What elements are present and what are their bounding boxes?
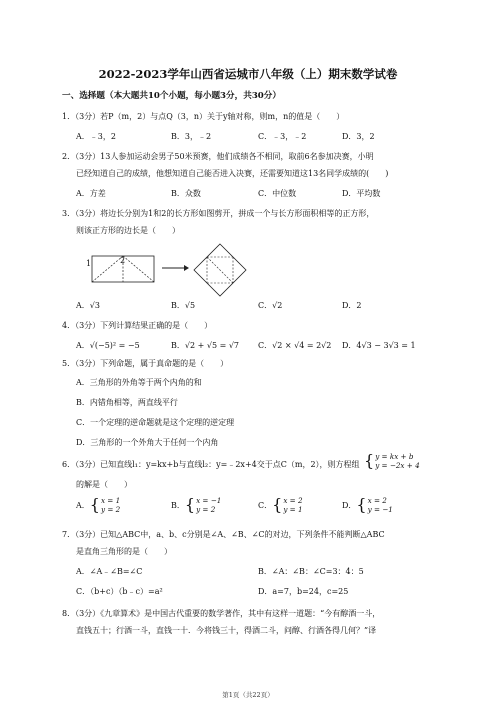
q4-option-c: C．√2 × √4 = 2√2: [258, 341, 332, 350]
q3-option-c: C．√2: [258, 301, 283, 310]
q6-option-d: [342, 496, 393, 514]
q5-option-a: A．三角形的外角等于两个内角的和: [76, 378, 202, 387]
question-3-stem-line1: 3．（3分）将边长分别为1和2的长方形如图剪开，拼成一个与长方形面积相等的正方形，: [62, 209, 375, 218]
q7-option-a: A．∠A﹣∠B=∠C: [76, 567, 143, 576]
q6-option-a-label: A．: [76, 500, 90, 510]
q6-b-line1: x = −1: [196, 496, 222, 505]
question-6-stem: 6．（3分）已知直线l₁：y=kx+b与直线l₂：y=﹣2x+4交于点C（m，2），则方程组: [62, 460, 360, 469]
brace-icon: {: [272, 495, 283, 514]
q6-system-line1: y = kx + b: [375, 452, 414, 461]
q1-option-c: C．﹣3，﹣2: [258, 132, 307, 141]
page-footer: 第1页（共22页）: [222, 691, 274, 699]
q1-option-b: B．3，﹣2: [171, 132, 212, 141]
q4-option-b: B．√2 + √5 = √7: [171, 341, 240, 350]
page-title: 2022-2023学年山西省运城市八年级（上）期末数学试卷: [98, 67, 398, 81]
q6-system-line2: y = −2x + 4: [375, 461, 420, 470]
q7-option-b: B．∠A：∠B：∠C=3：4：5: [258, 567, 364, 576]
arrow-icon: [160, 263, 190, 273]
q6-d-line1: x = 2: [367, 496, 387, 505]
q5-option-d: D．三角形的一个外角大于任何一个内角: [76, 438, 219, 447]
q6-c-line1: x = 2: [283, 496, 303, 505]
q3-option-d: D．2: [342, 301, 362, 310]
q2-option-d: D．平均数: [342, 189, 381, 198]
q3-option-b: B．√5: [171, 301, 196, 310]
question-7-stem-line2: 是直角三角形的是（ ）: [76, 547, 172, 556]
figure-label-length: 2: [120, 256, 126, 265]
q7-option-d: D．a=7，b=24，c=25: [258, 587, 349, 596]
q6-equation-system: [364, 452, 420, 470]
q1-option-a: A．﹣3，2: [76, 132, 116, 141]
q6-option-c-label: C．: [258, 500, 273, 510]
q5-option-b: B．内错角相等，两直线平行: [76, 398, 178, 407]
q3-option-a: A．√3: [76, 301, 100, 310]
square-figure: [192, 242, 248, 298]
q2-option-a: A．方差: [76, 189, 106, 198]
q4-option-a: A．√(−5)² = −5: [76, 341, 140, 350]
q6-option-c: [258, 496, 303, 514]
question-6-stem-line2: 的解是（ ）: [76, 480, 132, 489]
q4-option-d: D．4√3 − 3√3 = 1: [342, 341, 416, 350]
question-8-stem-line2: 直钱五十；行酒一斗，直钱一十．今将钱三十，得酒二斗，问醇、行酒各得几何？”译: [76, 626, 377, 635]
q2-option-b: B．众数: [171, 189, 201, 198]
question-2-stem-line1: 2．（3分）13人参加运动会男子50米预赛，他们成绩各不相同，取前6名参加决赛，小明: [62, 152, 374, 161]
q6-a-line2: y = 2: [100, 505, 121, 514]
q7-option-c: C．（b+c）（b﹣c）=a²: [76, 587, 163, 596]
figure-label-width: 1: [86, 259, 92, 268]
brace-icon: {: [364, 451, 375, 470]
question-5-stem: 5．（3分）下列命题，属于真命题的是（ ）: [62, 359, 229, 368]
brace-icon: {: [184, 495, 196, 514]
q6-option-b-label: B．: [171, 500, 185, 510]
section-heading: 一、选择题（本大题共10个小题，每小题3分，共30分）: [62, 91, 281, 101]
q5-option-c: C．一个定理的逆命题就是这个定理的逆定理: [76, 418, 235, 427]
q2-option-c: C．中位数: [258, 189, 297, 198]
q6-a-line1: x = 1: [100, 496, 121, 505]
question-2-stem-line2: 已经知道自己的成绩，他想知道自己能否进入决赛，还需要知道这13名同学成绩的( ): [76, 169, 389, 178]
q6-b-line2: y = 2: [196, 505, 216, 514]
brace-icon: {: [89, 495, 100, 514]
q6-c-line2: y = 1: [283, 505, 303, 514]
question-7-stem-line1: 7．（3分）已知△ABC中，a、b、c分别是∠A、∠B、∠C的对边，下列条件不能判断△ABC: [62, 530, 385, 539]
q6-d-line2: y = −1: [367, 505, 393, 514]
q6-option-b: [171, 496, 221, 514]
q1-option-d: D．3，2: [342, 132, 375, 141]
q6-option-a: [76, 496, 120, 514]
question-1-stem: 1．（3分）若P（m，2）与点Q（3，n）关于y轴对称，则m，n的值是（ ）: [62, 112, 345, 121]
q6-option-d-label: D．: [342, 500, 357, 510]
question-3-stem-line2: 则该正方形的边长是（ ）: [76, 226, 180, 235]
brace-icon: {: [356, 495, 367, 514]
question-4-stem: 4．（3分）下列计算结果正确的是（ ）: [62, 321, 213, 330]
question-8-stem-line1: 8．（3分）《九章算术》是中国古代重要的数学著作，其中有这样一道题：“今有醇酒一斗，: [62, 609, 381, 618]
